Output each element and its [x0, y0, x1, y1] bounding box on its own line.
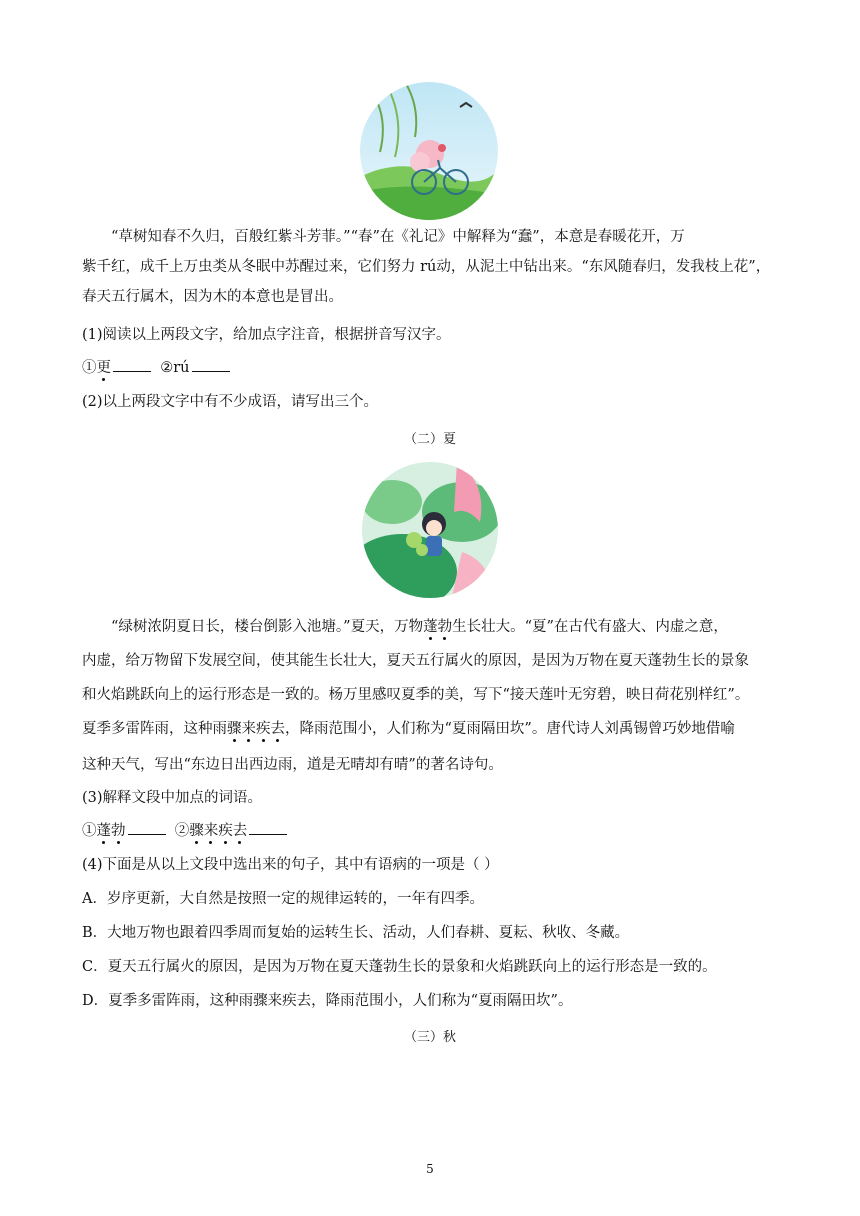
- summer-paragraph-line1: [82, 612, 778, 642]
- summer-l4-b: ，降雨范围小，人们称为“夏雨隔田坎”。唐代诗人刘禹锡曾巧妙地借喻: [285, 721, 735, 737]
- option-b[interactable]: B．大地万物也跟着四季周而复始的运转生长、活动，人们春耕、夏耘、秋收、冬藏。: [82, 925, 630, 941]
- summer-paragraph-line3: 和火焰跳跃向上的运行形态是一致的。杨万里感叹夏季的美，写下“接天莲叶无穷碧，映日荷花别样红”。: [82, 687, 750, 703]
- spring-girl-bicycle-icon: [360, 82, 498, 220]
- dotted-char: 蓬: [423, 619, 438, 635]
- spring-paragraph-line3: 春天五行属木，因为木的本意也是冒出。: [82, 289, 343, 305]
- spring-paragraph-line1: “草树知春不久归，百般红紫斗芳菲。”“春”在《礼记》中解释为“蠢”，本意是春暖花开，万: [111, 229, 685, 245]
- summer-l1-b: 生长壮大。“夏”在古代有盛大、内虚之意，: [452, 619, 728, 635]
- question-1: (1)阅读以上两段文字，给加点字注音，根据拼音写汉字。: [82, 327, 451, 343]
- dotted-char: 去: [232, 823, 248, 839]
- spring-paragraph-line2: 紫千红，成千上万虫类从冬眠中苏醒过来，它们努力 rú动，从泥土中钻出来。“东风随春归，发我枝上花”，: [82, 259, 771, 275]
- q1-b-prefix: ②rú: [160, 360, 190, 376]
- dotted-char: 来: [241, 721, 256, 737]
- q1-a-blank[interactable]: [113, 357, 151, 372]
- question-4: (4)下面是从以上文段中选出来的句子，其中有语病的一项是（ ）: [82, 857, 499, 873]
- option-d[interactable]: D．夏季多雷阵雨，这种雨骤来疾去，降雨范围小，人们称为“夏雨隔田坎”。: [82, 993, 573, 1009]
- dotted-char: 勃: [111, 823, 126, 839]
- spring-illustration: [360, 82, 498, 220]
- summer-l4-a: 夏季多雷阵雨，这种雨: [82, 721, 227, 737]
- dotted-char: 疾: [256, 721, 271, 737]
- dotted-char: 疾: [218, 823, 233, 839]
- section-heading-autumn: （三）秋: [403, 1030, 456, 1045]
- summer-illustration: [362, 462, 498, 598]
- option-c[interactable]: C．夏天五行属火的原因，是因为万物在夏天蓬勃生长的景象和火焰跳跃向上的运行形态是一致的。: [82, 959, 717, 975]
- question-1-answers: [82, 357, 230, 379]
- summer-girl-lotus-icon: [362, 462, 498, 598]
- question-3: (3)解释文段中加点的词语。: [82, 790, 263, 806]
- summer-l1-a: “绿树浓阴夏日长，楼台倒影入池塘。”夏天，万物: [111, 619, 424, 635]
- summer-paragraph-line4: [82, 714, 778, 744]
- dotted-char: 来: [203, 823, 219, 839]
- q3-a-prefix: ①: [82, 823, 97, 839]
- option-a[interactable]: A．岁序更新，大自然是按照一定的规律运转的，一年有四季。: [82, 891, 484, 907]
- q3-b-blank[interactable]: [249, 820, 287, 835]
- dotted-char: 骤: [189, 823, 204, 839]
- dotted-char: 去: [270, 721, 285, 737]
- summer-paragraph-line2: 内虚，给万物留下发展空间，使其能生长壮大，夏天五行属火的原因，是因为万物在夏天蓬勃生长的景象: [82, 653, 749, 669]
- q1-a-dotted-char: 更: [96, 360, 111, 376]
- q1-a-prefix: ①: [82, 360, 97, 376]
- q3-a-blank[interactable]: [128, 820, 166, 835]
- dotted-char: 蓬: [96, 823, 111, 839]
- section-heading-summer: （二）夏: [403, 432, 456, 447]
- dotted-char: 勃: [437, 619, 453, 635]
- q3-b-prefix: ②: [174, 823, 190, 839]
- question-2: (2)以上两段文字中有不少成语，请写出三个。: [82, 394, 379, 410]
- summer-paragraph-line5: 这种天气，写出“东边日出西边雨，道是无晴却有晴”的著名诗句。: [82, 757, 503, 773]
- page-number: 5: [426, 1162, 434, 1176]
- dotted-char: 骤: [227, 721, 242, 737]
- question-3-answers: [82, 820, 287, 842]
- q1-b-blank[interactable]: [192, 357, 230, 372]
